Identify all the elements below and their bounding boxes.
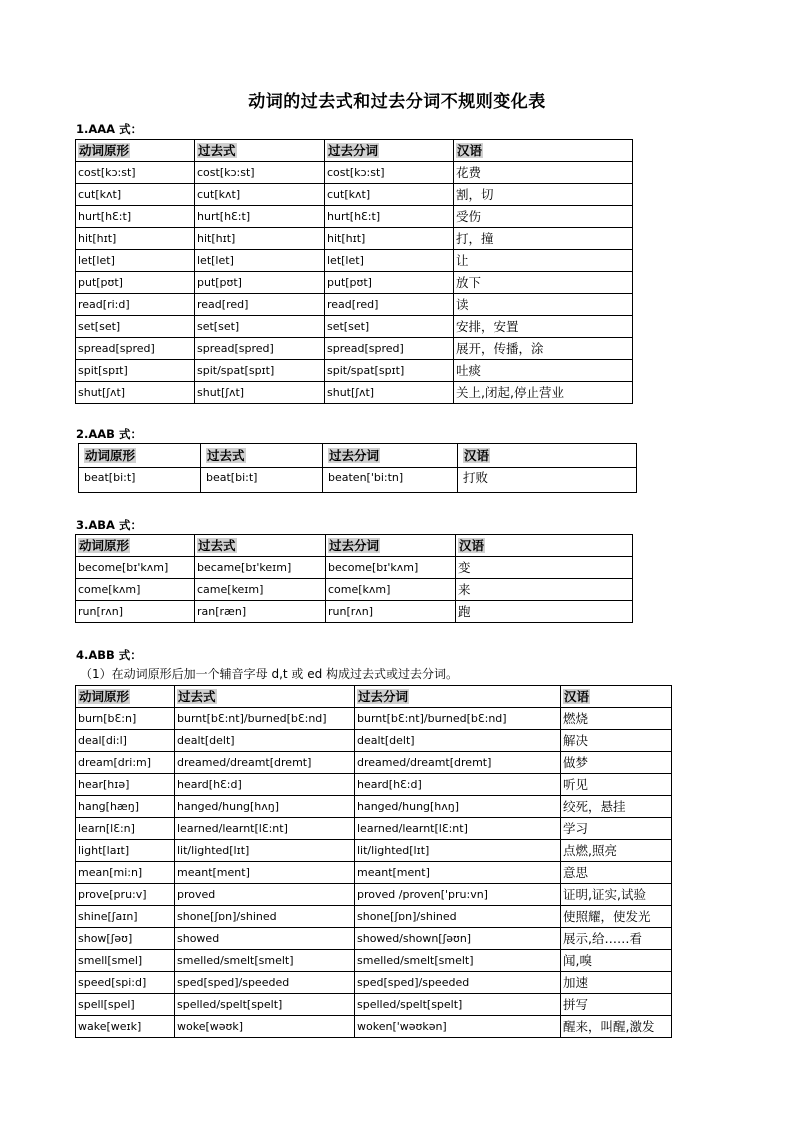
- header-past-tense: 过去式: [195, 140, 325, 162]
- cell-base-form: speed[spi:d]: [76, 972, 175, 994]
- table-row: [76, 162, 633, 184]
- cell-past-participle: shone[ʃɒn]/shined: [355, 906, 561, 928]
- cell-past-participle: cost[kɔ:st]: [325, 162, 454, 184]
- cell-past-tense: shut[ʃʌt]: [195, 382, 325, 404]
- table-header-row: [76, 535, 633, 557]
- cell-past-participle: dreamed/dreamt[dremt]: [355, 752, 561, 774]
- cell-chinese: 花费: [454, 162, 633, 184]
- cell-base-form: hit[hɪt]: [76, 228, 195, 250]
- cell-past-participle: proved /proven['pru:vn]: [355, 884, 561, 906]
- cell-base-form: let[let]: [76, 250, 195, 272]
- table-aaa: [75, 139, 633, 404]
- cell-chinese: 吐痰: [454, 360, 633, 382]
- cell-past-participle: spit/spat[spɪt]: [325, 360, 454, 382]
- cell-past-tense: learned/learnt[lƐ:nt]: [175, 818, 355, 840]
- table-row: [76, 752, 672, 774]
- cell-chinese: 读: [454, 294, 633, 316]
- header-past-participle: 过去分词: [323, 444, 458, 468]
- cell-base-form: cut[kʌt]: [76, 184, 195, 206]
- cell-past-tense: cut[kʌt]: [195, 184, 325, 206]
- cell-past-participle: read[red]: [325, 294, 454, 316]
- cell-past-participle: dealt[delt]: [355, 730, 561, 752]
- cell-past-participle: let[let]: [325, 250, 454, 272]
- cell-chinese: 使照耀，使发光: [561, 906, 672, 928]
- cell-base-form: become[bɪ'kʌm]: [76, 557, 195, 579]
- table-header-row: [79, 444, 637, 468]
- cell-past-participle: shut[ʃʌt]: [325, 382, 454, 404]
- cell-base-form: prove[pru:v]: [76, 884, 175, 906]
- cell-base-form: hang[hæŋ]: [76, 796, 175, 818]
- cell-base-form: come[kʌm]: [76, 579, 195, 601]
- cell-chinese: 展示,给……看: [561, 928, 672, 950]
- cell-chinese: 打败: [458, 468, 637, 493]
- cell-past-participle: run[rʌn]: [326, 601, 456, 623]
- cell-chinese: 意思: [561, 862, 672, 884]
- header-base-form: 动词原形: [76, 140, 195, 162]
- table-row: [76, 1016, 672, 1038]
- cell-past-tense: put[pʊt]: [195, 272, 325, 294]
- cell-chinese: 割，切: [454, 184, 633, 206]
- cell-base-form: shine[ʃaɪn]: [76, 906, 175, 928]
- header-past-tense: 过去式: [201, 444, 323, 468]
- cell-past-participle: put[pʊt]: [325, 272, 454, 294]
- header-past-tense: 过去式: [195, 535, 326, 557]
- cell-past-tense: hit[hɪt]: [195, 228, 325, 250]
- cell-past-tense: heard[hƐ:d]: [175, 774, 355, 796]
- section-heading-abb: 4.ABB 式：: [76, 648, 142, 662]
- cell-past-tense: proved: [175, 884, 355, 906]
- cell-chinese: 加速: [561, 972, 672, 994]
- cell-past-participle: burnt[bƐ:nt]/burned[bƐ:nd]: [355, 708, 561, 730]
- table-row: [76, 730, 672, 752]
- cell-past-tense: showed: [175, 928, 355, 950]
- cell-base-form: show[ʃəʊ]: [76, 928, 175, 950]
- header-past-participle: 过去分词: [326, 535, 456, 557]
- header-base-form: 动词原形: [76, 535, 195, 557]
- cell-chinese: 来: [456, 579, 633, 601]
- cell-past-tense: spelled/spelt[spelt]: [175, 994, 355, 1016]
- cell-past-participle: spelled/spelt[spelt]: [355, 994, 561, 1016]
- cell-base-form: dream[dri:m]: [76, 752, 175, 774]
- table-aba: [75, 534, 633, 623]
- cell-past-tense: beat[bi:t]: [201, 468, 323, 493]
- section-heading-aab: 2.AAB 式：: [76, 427, 142, 441]
- cell-past-participle: hit[hɪt]: [325, 228, 454, 250]
- cell-past-tense: became[bɪ'keɪm]: [195, 557, 326, 579]
- cell-chinese: 证明,证实,试验: [561, 884, 672, 906]
- cell-base-form: run[rʌn]: [76, 601, 195, 623]
- header-past-participle: 过去分词: [325, 140, 454, 162]
- cell-past-tense: ran[ræn]: [195, 601, 326, 623]
- cell-past-participle: come[kʌm]: [326, 579, 456, 601]
- table-row: [76, 228, 633, 250]
- cell-past-participle: showed/shown[ʃəʊn]: [355, 928, 561, 950]
- cell-past-tense: set[set]: [195, 316, 325, 338]
- header-past-tense: 过去式: [175, 686, 355, 708]
- cell-chinese: 放下: [454, 272, 633, 294]
- cell-base-form: cost[kɔ:st]: [76, 162, 195, 184]
- table-row: [76, 928, 672, 950]
- table-row: [76, 316, 633, 338]
- cell-past-participle: spread[spred]: [325, 338, 454, 360]
- table-row: [76, 862, 672, 884]
- cell-past-participle: set[set]: [325, 316, 454, 338]
- cell-chinese: 变: [456, 557, 633, 579]
- header-base-form: 动词原形: [76, 686, 175, 708]
- cell-past-participle: become[bɪ'kʌm]: [326, 557, 456, 579]
- cell-base-form: wake[weɪk]: [76, 1016, 175, 1038]
- cell-past-participle: heard[hƐ:d]: [355, 774, 561, 796]
- cell-past-tense: dreamed/dreamt[dremt]: [175, 752, 355, 774]
- cell-past-participle: cut[kʌt]: [325, 184, 454, 206]
- table-row: [79, 468, 637, 493]
- header-chinese: 汉语: [458, 444, 637, 468]
- cell-base-form: shut[ʃʌt]: [76, 382, 195, 404]
- cell-past-participle: hurt[hƐ:t]: [325, 206, 454, 228]
- cell-past-tense: read[red]: [195, 294, 325, 316]
- cell-past-tense: spit/spat[spɪt]: [195, 360, 325, 382]
- table-header-row: [76, 140, 633, 162]
- cell-chinese: 拼写: [561, 994, 672, 1016]
- cell-chinese: 点燃,照亮: [561, 840, 672, 862]
- cell-past-tense: shone[ʃɒn]/shined: [175, 906, 355, 928]
- header-chinese: 汉语: [561, 686, 672, 708]
- table-row: [76, 950, 672, 972]
- cell-past-tense: dealt[delt]: [175, 730, 355, 752]
- cell-past-participle: smelled/smelt[smelt]: [355, 950, 561, 972]
- cell-base-form: read[ri:d]: [76, 294, 195, 316]
- header-chinese: 汉语: [454, 140, 633, 162]
- cell-chinese: 让: [454, 250, 633, 272]
- table-row: [76, 272, 633, 294]
- cell-past-participle: beaten['bi:tn]: [323, 468, 458, 493]
- cell-past-tense: meant[ment]: [175, 862, 355, 884]
- table-row: [76, 360, 633, 382]
- table-header-row: [76, 686, 672, 708]
- cell-base-form: set[set]: [76, 316, 195, 338]
- table-row: [76, 796, 672, 818]
- cell-past-participle: hanged/hung[hʌŋ]: [355, 796, 561, 818]
- table-row: [76, 250, 633, 272]
- table-abb: [75, 685, 672, 1038]
- header-past-participle: 过去分词: [355, 686, 561, 708]
- table-row: [76, 294, 633, 316]
- cell-chinese: 学习: [561, 818, 672, 840]
- cell-chinese: 听见: [561, 774, 672, 796]
- table-row: [76, 994, 672, 1016]
- cell-base-form: hurt[hƐ:t]: [76, 206, 195, 228]
- table-row: [76, 972, 672, 994]
- cell-past-tense: woke[wəʊk]: [175, 1016, 355, 1038]
- cell-past-tense: burnt[bƐ:nt]/burned[bƐ:nd]: [175, 708, 355, 730]
- header-base-form: 动词原形: [79, 444, 201, 468]
- table-row: [76, 884, 672, 906]
- cell-chinese: 跑: [456, 601, 633, 623]
- cell-chinese: 关上,闭起,停止营业: [454, 382, 633, 404]
- cell-chinese: 受伤: [454, 206, 633, 228]
- cell-past-participle: lit/lighted[lɪt]: [355, 840, 561, 862]
- cell-past-tense: sped[sped]/speeded: [175, 972, 355, 994]
- cell-past-tense: hanged/hung[hʌŋ]: [175, 796, 355, 818]
- cell-chinese: 燃烧: [561, 708, 672, 730]
- cell-past-participle: woken['wəʊkən]: [355, 1016, 561, 1038]
- cell-base-form: spell[spel]: [76, 994, 175, 1016]
- table-row: [76, 557, 633, 579]
- cell-base-form: mean[mi:n]: [76, 862, 175, 884]
- cell-base-form: beat[bi:t]: [79, 468, 201, 493]
- table-row: [76, 184, 633, 206]
- cell-chinese: 解决: [561, 730, 672, 752]
- cell-base-form: spread[spred]: [76, 338, 195, 360]
- cell-base-form: deal[di:l]: [76, 730, 175, 752]
- cell-past-tense: came[keɪm]: [195, 579, 326, 601]
- cell-past-tense: smelled/smelt[smelt]: [175, 950, 355, 972]
- cell-chinese: 绞死，悬挂: [561, 796, 672, 818]
- cell-base-form: spit[spɪt]: [76, 360, 195, 382]
- table-row: [76, 206, 633, 228]
- cell-base-form: light[laɪt]: [76, 840, 175, 862]
- section-heading-aaa: 1.AAA 式：: [76, 122, 143, 136]
- table-row: [76, 579, 633, 601]
- cell-chinese: 安排，安置: [454, 316, 633, 338]
- table-row: [76, 708, 672, 730]
- header-chinese: 汉语: [456, 535, 633, 557]
- cell-past-tense: let[let]: [195, 250, 325, 272]
- cell-base-form: burn[bƐ:n]: [76, 708, 175, 730]
- table-row: [76, 382, 633, 404]
- cell-past-participle: meant[ment]: [355, 862, 561, 884]
- cell-past-tense: spread[spred]: [195, 338, 325, 360]
- cell-chinese: 醒来，叫醒,激发: [561, 1016, 672, 1038]
- section-heading-aba: 3.ABA 式：: [76, 518, 142, 532]
- table-row: [76, 906, 672, 928]
- cell-base-form: learn[lƐ:n]: [76, 818, 175, 840]
- cell-past-tense: cost[kɔ:st]: [195, 162, 325, 184]
- cell-past-participle: learned/learnt[lƐ:nt]: [355, 818, 561, 840]
- table-row: [76, 601, 633, 623]
- cell-past-participle: sped[sped]/speeded: [355, 972, 561, 994]
- cell-chinese: 做梦: [561, 752, 672, 774]
- table-row: [76, 338, 633, 360]
- cell-base-form: hear[hɪə]: [76, 774, 175, 796]
- cell-chinese: 展开，传播，涂: [454, 338, 633, 360]
- cell-past-tense: hurt[hƐ:t]: [195, 206, 325, 228]
- table-aab: [78, 443, 637, 493]
- cell-chinese: 打，撞: [454, 228, 633, 250]
- table-row: [76, 840, 672, 862]
- cell-base-form: put[pʊt]: [76, 272, 195, 294]
- cell-past-tense: lit/lighted[lɪt]: [175, 840, 355, 862]
- cell-base-form: smell[smel]: [76, 950, 175, 972]
- page-title: 动词的过去式和过去分词不规则变化表: [248, 92, 546, 112]
- table-row: [76, 818, 672, 840]
- section-note-abb: （1）在动词原形后加一个辅音字母 d,t 或 ed 构成过去式或过去分词。: [80, 667, 459, 681]
- cell-chinese: 闻,嗅: [561, 950, 672, 972]
- table-row: [76, 774, 672, 796]
